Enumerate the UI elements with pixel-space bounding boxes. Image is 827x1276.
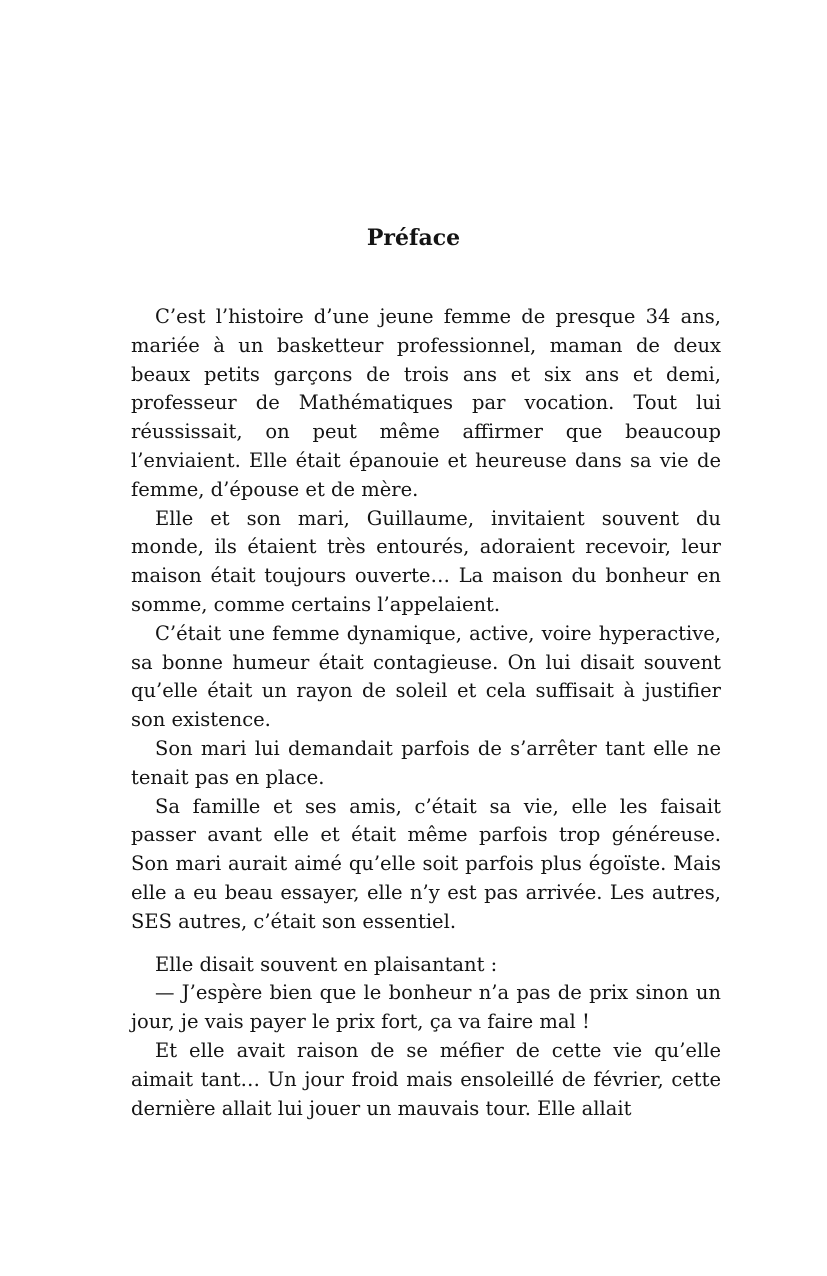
paragraph: Et elle avait raison de se méfier de cette vie qu’elle aimait tant… Un jour froid mais ensoleillé de février, cette dernière allait lui jouer un mauvais tour. Elle allait [131,1038,721,1120]
paragraph: Sa famille et ses amis, c’était sa vie, elle les faisait passer avant elle et était même parfois trop généreuse. Son mari aurait aimé qu’elle soit parfois plus égoïste. Mais elle a eu beau essayer, elle n’y est pas arrivée. Les autres, SES autres, c’était son essentiel. [131,794,721,933]
dialogue-line: — J’espère bien que le bonheur n’a pas de prix sinon un jour, je vais payer le prix fort, ça va faire mal ! [131,981,721,1034]
page-body [131,303,721,1123]
paragraph: C’est l’histoire d’une jeune femme de presque 34 ans, mariée à un basketteur professionnel, maman de deux beaux petits garçons de trois ans et six ans et demi, professeur de Mathématiques par vocation. Tout lui réussissait, on peut même affirmer que beaucoup l’enviaient. Elle était épanouie et heureuse dans sa vie de femme, d’épouse et de mère. [131,305,721,501]
paragraph: C’était une femme dynamique, active, voire hyperactive, sa bonne humeur était contagieuse. On lui disait souvent qu’elle était un rayon de soleil et cela suffisait à justifier son existence. [131,621,721,732]
paragraph: Elle disait souvent en plaisantant : [155,952,498,976]
paragraph: Elle et son mari, Guillaume, invitaient souvent du monde, ils étaient très entourés, adoraient recevoir, leur maison était toujours ouverte… La maison du bonheur en somme, comme certains l’appelaient. [131,506,721,616]
paragraph: Son mari lui demandait parfois de s’arrêter tant elle ne tenait pas en place. [131,736,721,789]
page-title: Préface [366,225,461,251]
